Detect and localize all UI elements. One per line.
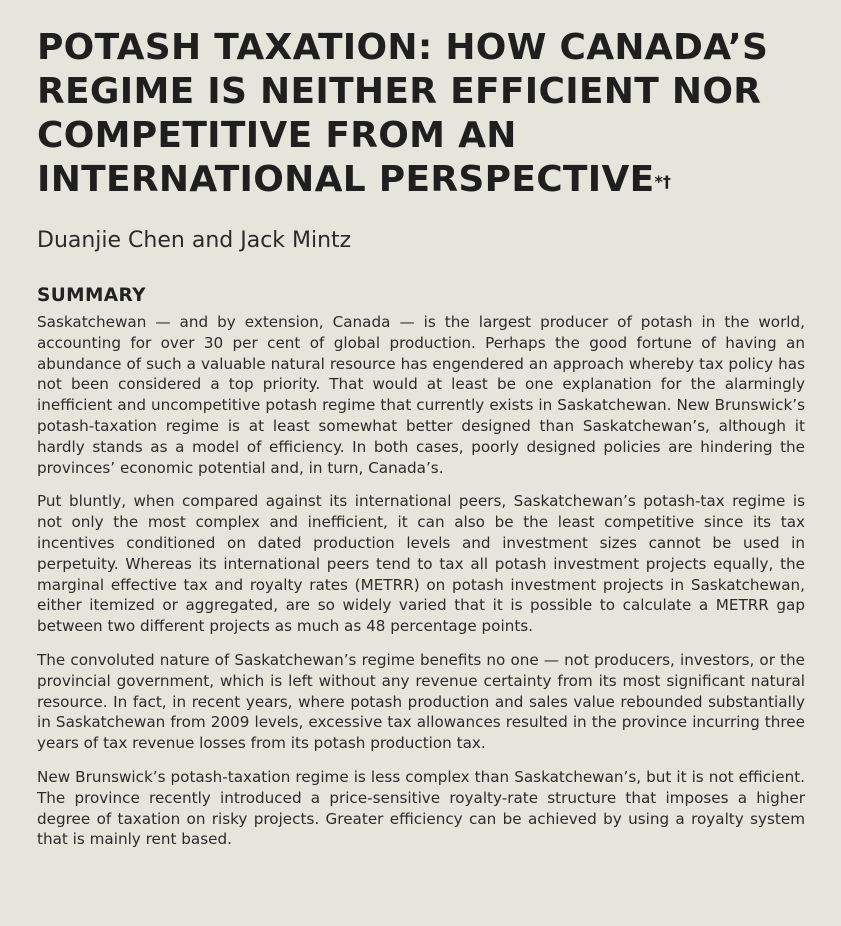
authors: Duanjie Chen and Jack Mintz xyxy=(37,228,352,253)
summary-paragraph-1: Saskatchewan — and by extension, Canada — is the largest producer of potash in the world, accounting for over 30 per cent of global production. Perhaps the good fortune of having an abundance of such a valuable natural resource has engendered an approach whereby tax policy has not been considered a top priority. That would at least be one explanation for the alarmingly inefficient and uncompetitive potash regime that currently exists in Saskatchewan. New Brunswick’s potash-taxation regime is at least somewhat better designed than Saskatchewan’s, although it hardly stands as a model of efficiency. In both cases, poorly designed policies are hindering the provinces’ economic potential and, in turn, Canada’s. xyxy=(37,313,805,477)
title-footnote-marks: *† xyxy=(654,172,671,191)
document-page xyxy=(37,26,805,863)
summary-paragraph-3: The convoluted nature of Saskatchewan’s regime benefits no one — not producers, investors, or the provincial government, which is left without any revenue certainty from its most significant natural resource. In fact, in recent years, where potash production and sales value rebounded substantially in Saskatchewan from 2009 levels, excessive tax allowances resulted in the province incurring three years of tax revenue losses from its potash production tax. xyxy=(37,650,805,753)
summary-paragraph-2: Put bluntly, when compared against its international peers, Saskatchewan’s potash-tax regime is not only the most complex and inefficient, it can also be the least competitive since its tax incentives conditioned on dated production levels and investment sizes cannot be used in perpetuity. Whereas its international peers tend to tax all potash investment projects equally, the marginal effective tax and royalty rates (METRR) on potash investment projects in Saskatchewan, either itemized or aggregated, are so widely varied that it is possible to calculate a METRR gap between two different projects as much as 48 percentage points. xyxy=(37,492,805,636)
summary-heading: SUMMARY xyxy=(37,285,146,306)
paper-title xyxy=(37,26,805,202)
title-text: POTASH TAXATION: HOW CANADA’S REGIME IS NEITHER EFFICIENT NOR COMPETITIVE FROM AN INTERNATIONAL PERSPECTIVE xyxy=(37,27,769,200)
summary-paragraph-4: New Brunswick’s potash-taxation regime is less complex than Saskatchewan’s, but it is not efficient. The province recently introduced a price-sensitive royalty-rate structure that imposes a higher degree of taxation on risky projects. Greater efficiency can be achieved by using a royalty system that is mainly rent based. xyxy=(37,767,805,849)
